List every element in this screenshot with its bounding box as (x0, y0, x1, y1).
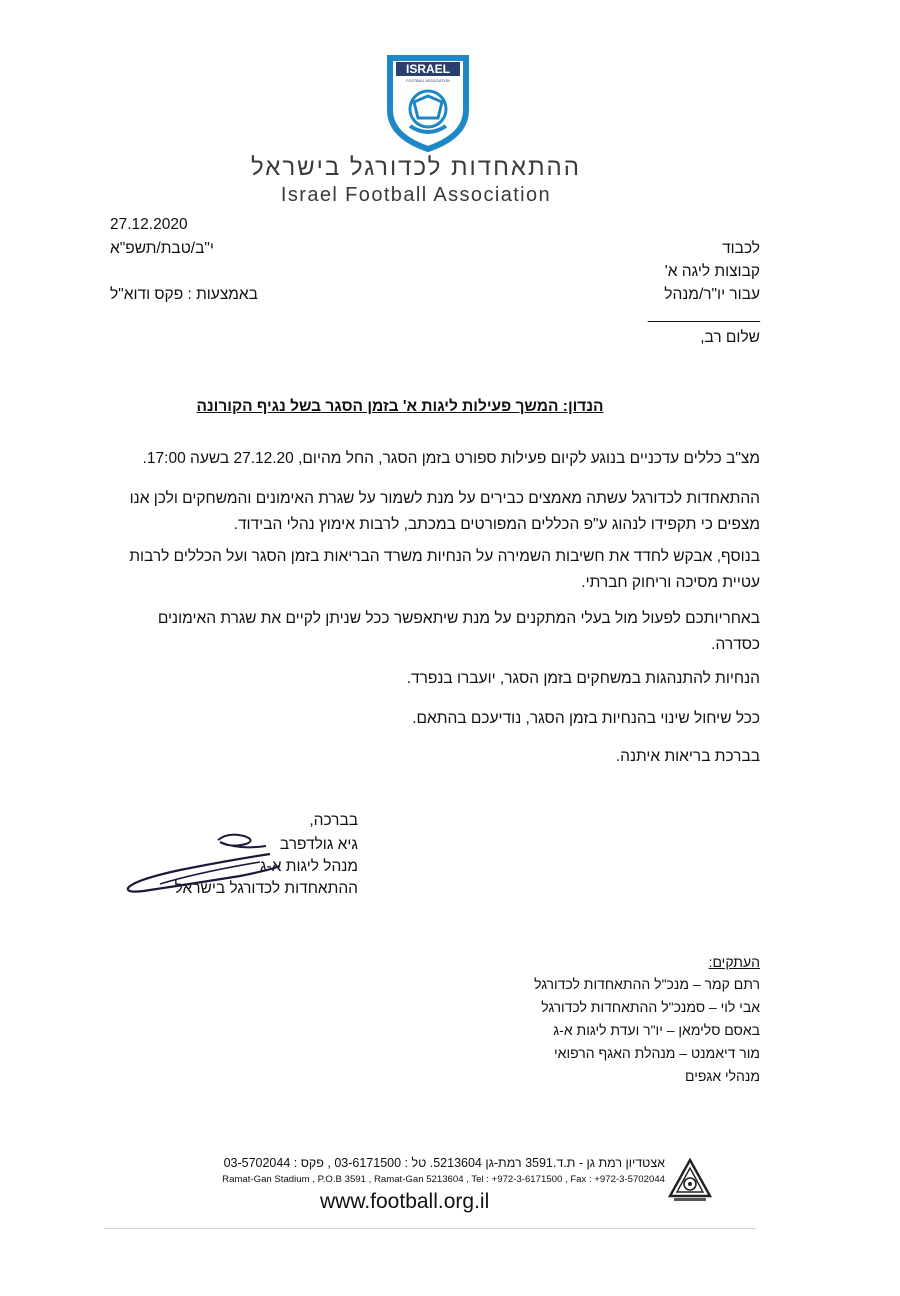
body-paragraph-2: ההתאחדות לכדורגל עשתה מאמצים כבירים על מנת לשמור על שגרת האימונים והמשחקים ולכן אנו מצפים כי תקפידו לנהוג ע"פ הכללים המפורטים במכתב, לרבות אימוץ נהלי הבידוד. (129, 490, 760, 533)
footer-address-english: Ramat-Gan Stadium , P.O.B 3591 , Ramat-Gan 5213604 , Tel : +972-3-6171500 , Fax : +972-3-5702044 (222, 1174, 665, 1185)
logo-subtitle-text: FOOTBALL ASSOCIATION (406, 79, 450, 83)
recipient-line-1: לכבוד (722, 240, 760, 257)
org-name-hebrew: ההתאחדות לכדורגל בישראל (251, 154, 581, 181)
greeting: שלום רב, (700, 329, 760, 346)
ifa-shield-logo (384, 52, 472, 152)
date-gregorian: 27.12.2020 (110, 216, 188, 233)
body-paragraph-7: בברכת בריאות איתנה. (615, 748, 760, 765)
body-paragraph-3: בנוסף, אבקש לחדד את חשיבות השמירה על הנחיות משרד הבריאות בזמן הסגר ועל הכללים לרבות עטיית מסיכה וריחוק חברתי. (129, 548, 760, 591)
copies-item: אבי לוי – סמנכ"ל ההתאחדות לכדורגל (541, 999, 760, 1015)
footer-website-link[interactable]: www.football.org.il (320, 1190, 490, 1213)
recipient-line-2: קבוצות ליגה א' (664, 263, 760, 280)
copies-heading: העתקים: (708, 954, 760, 970)
logo-title-text: ISRAEL (405, 62, 451, 76)
signature-title: מנהל ליגות א-ג (260, 858, 358, 875)
handwritten-signature (120, 826, 290, 896)
body-paragraph-6: ככל שיחול שינוי בהנחיות בזמן הסגר, נודיעכם בהתאם. (412, 710, 760, 727)
copies-item: רתם קמר – מנכ"ל ההתאחדות לכדורגל (534, 976, 760, 992)
org-name-english: Israel Football Association (280, 184, 552, 206)
copies-item: באסם סלימאן – יו"ר ועדת ליגות א-ג (553, 1022, 760, 1038)
delivery-method: באמצעות : פקס ודוא"ל (110, 286, 258, 303)
stadium-emblem-icon (668, 1158, 712, 1204)
signature-closing: בברכה, (309, 812, 358, 829)
copies-item: מור דיאמנט – מנהלת האגף הרפואי (554, 1045, 760, 1061)
recipient-line-3: עבור יו"ר/מנהל (664, 286, 760, 303)
body-paragraph-5: הנחיות להתנהגות במשחקים בזמן הסגר, יועברו בנפרד. (406, 670, 760, 687)
subject-line: הנדון: המשך פעילות ליגות א' בזמן הסגר בשל נגיף הקורונה (196, 398, 604, 415)
footer-divider (104, 1228, 756, 1229)
body-paragraph-4: באחריותכם לפעול מול בעלי המתקנים על מנת שיתאפשר ככל שניתן לקיים את שגרת האימונים כסדרה. (157, 610, 760, 653)
signature-org: ההתאחדות לכדורגל בישראל (174, 880, 358, 897)
signature-name: גיא גולדפרב (279, 836, 358, 853)
date-hebrew: י"ב/טבת/תשפ"א (110, 240, 214, 257)
copies-item: מנהלי אגפים (685, 1068, 760, 1084)
recipient-underline: _____________ (647, 306, 760, 323)
body-paragraph-1: מצ"ב כללים עדכניים בנוגע לקיום פעילות ספורט בזמן הסגר, החל מהיום, 27.12.20 בשעה 17:00. (142, 450, 760, 467)
footer-address-hebrew: אצטדיון רמת גן - ת.ד.3591 רמת-גן 5213604. טל : 03-6171500 , פקס : 03-5702044 (223, 1156, 665, 1170)
